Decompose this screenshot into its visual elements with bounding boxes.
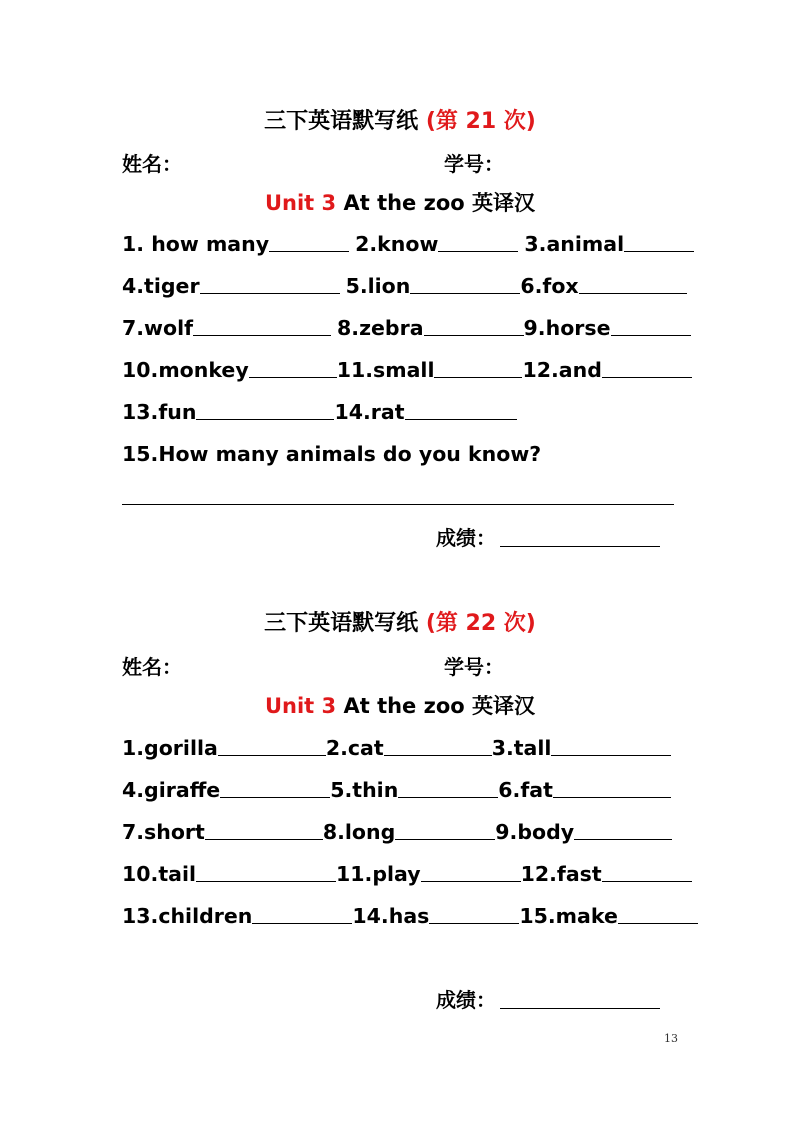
answer-blank[interactable]	[579, 293, 687, 294]
score-blank[interactable]	[500, 1008, 660, 1009]
sheet1-item-14	[334, 400, 516, 424]
sheet2-item-7	[122, 820, 323, 844]
answer-blank[interactable]	[249, 377, 337, 378]
sheet1-name-label: 姓名：	[122, 152, 182, 176]
item-word: 12.and	[522, 358, 602, 382]
item-word: 5.lion	[345, 274, 411, 298]
sheet2-item-15	[519, 904, 698, 928]
sheet2-number-label: 学号：	[444, 655, 504, 679]
answer-blank[interactable]	[398, 797, 498, 798]
item-word: 3.animal	[524, 232, 625, 256]
sheet2-score	[436, 984, 660, 1013]
sheet1-unit-heading	[0, 187, 800, 217]
item-word: 10.tail	[122, 862, 197, 886]
answer-blank[interactable]	[269, 251, 349, 252]
item-word: 14.rat	[334, 400, 405, 424]
item-word: 9.body	[495, 820, 575, 844]
sheet1-item-5	[346, 274, 521, 298]
sheet2-name-label: 姓名：	[122, 655, 182, 679]
item-word: 4.tiger	[122, 274, 200, 298]
item-word: 13.fun	[122, 400, 197, 424]
sheet2-item-10	[122, 862, 336, 886]
answer-blank[interactable]	[624, 251, 694, 252]
sheet1-score	[436, 522, 660, 551]
sheet2-item-8	[323, 820, 495, 844]
item-word: 14.has	[352, 904, 430, 928]
sheet1-item-6	[520, 274, 686, 298]
score-blank[interactable]	[500, 546, 660, 547]
sheet1-question: 15.How many animals do you know?	[122, 442, 542, 466]
sheet1-item-1	[122, 232, 349, 256]
item-word: 10.monkey	[122, 358, 249, 382]
sheet2-row-4	[122, 856, 692, 886]
sheet2-item-11	[336, 862, 521, 886]
sheet2-item-6	[498, 778, 671, 802]
item-word: 12.fast	[520, 862, 602, 886]
sheet2-item-12	[521, 862, 692, 886]
answer-blank[interactable]	[438, 251, 518, 252]
sheet2-score-label: 成绩：	[436, 988, 496, 1012]
item-word: 8.zebra	[337, 316, 424, 340]
sheet1-item-9	[524, 316, 691, 340]
item-word: 3.tall	[491, 736, 552, 760]
item-word: 6.fat	[498, 778, 553, 802]
item-word: 8.long	[322, 820, 396, 844]
sheet2-title-number: (第 22 次)	[425, 611, 536, 636]
answer-blank[interactable]	[553, 797, 671, 798]
answer-blank[interactable]	[252, 923, 352, 924]
sheet1-unit-topic: At the zoo 英译汉	[343, 191, 536, 215]
sheet1-title-number: (第 21 次)	[425, 109, 536, 134]
item-word: 9.horse	[523, 316, 611, 340]
answer-blank[interactable]	[611, 335, 691, 336]
item-word: 13.children	[122, 904, 253, 928]
page-number: 13	[664, 1032, 678, 1045]
sheet1-row-4	[122, 352, 692, 382]
answer-blank[interactable]	[200, 293, 340, 294]
sheet1-item-11	[337, 358, 523, 382]
sheet1-number-label: 学号：	[444, 152, 504, 176]
sheet1-item-13	[122, 400, 334, 424]
answer-blank[interactable]	[384, 755, 492, 756]
sheet1-item-2	[355, 232, 518, 256]
sheet1-unit-label: Unit 3	[264, 191, 337, 215]
sheet1-item-12	[522, 358, 691, 382]
item-word: 5.thin	[330, 778, 399, 802]
answer-blank[interactable]	[196, 419, 334, 420]
sheet2-unit-topic: At the zoo 英译汉	[343, 694, 536, 718]
sheet1-score-label: 成绩：	[436, 526, 496, 550]
sheet1-row-5	[122, 394, 517, 424]
sheet2-item-14	[352, 904, 519, 928]
item-word: 11.small	[336, 358, 435, 382]
sheet1-title-main: 三下英语默写纸	[264, 109, 419, 134]
answer-blank[interactable]	[602, 881, 692, 882]
answer-blank[interactable]	[429, 923, 519, 924]
sheet1-item-7	[122, 316, 331, 340]
item-word: 1.gorilla	[122, 736, 218, 760]
sheet2-item-9	[495, 820, 672, 844]
answer-blank[interactable]	[218, 755, 326, 756]
sheet2-item-5	[330, 778, 498, 802]
item-word: 2.know	[355, 232, 439, 256]
sheet2-unit-heading	[0, 690, 800, 720]
answer-blank[interactable]	[434, 377, 522, 378]
answer-blank[interactable]	[220, 797, 330, 798]
answer-blank[interactable]	[410, 293, 520, 294]
sheet1-row-6	[122, 436, 541, 466]
sheet1-item-8	[337, 316, 524, 340]
sheet2-row-5	[122, 898, 698, 928]
sheet2-title-main: 三下英语默写纸	[264, 611, 419, 636]
answer-blank[interactable]	[551, 755, 671, 756]
answer-blank[interactable]	[424, 335, 524, 336]
answer-blank[interactable]	[196, 881, 336, 882]
sheet1-row-3	[122, 310, 691, 340]
sheet2-item-4	[122, 778, 330, 802]
sheet2-unit-label: Unit 3	[264, 694, 337, 718]
answer-blank[interactable]	[421, 881, 521, 882]
sheet2-row-2	[122, 772, 671, 802]
answer-blank[interactable]	[205, 839, 323, 840]
answer-blank[interactable]	[193, 335, 331, 336]
sheet2-row-3	[122, 814, 672, 844]
sheet1-item-3	[524, 232, 694, 256]
sheet1-row-2	[122, 268, 687, 298]
item-word: 15.make	[519, 904, 618, 928]
sheet2-item-3	[492, 736, 672, 760]
sheet1-item-4	[122, 274, 340, 298]
item-word: 6.fox	[520, 274, 579, 298]
sheet1-answer-line[interactable]	[122, 504, 674, 505]
item-word: 2.cat	[325, 736, 384, 760]
answer-blank[interactable]	[618, 923, 698, 924]
sheet2-item-13	[122, 904, 352, 928]
item-word: 7.short	[122, 820, 205, 844]
sheet1-row-1	[122, 226, 694, 256]
item-word: 11.play	[336, 862, 421, 886]
item-word: 4.giraffe	[122, 778, 221, 802]
sheet2-item-2	[326, 736, 492, 760]
answer-blank[interactable]	[405, 419, 517, 420]
item-word: 1. how many	[122, 232, 270, 256]
sheet1-item-10	[122, 358, 337, 382]
sheet2-item-1	[122, 736, 326, 760]
answer-blank[interactable]	[395, 839, 495, 840]
sheet1-title	[0, 104, 800, 135]
answer-blank[interactable]	[574, 839, 672, 840]
sheet2-title	[0, 606, 800, 637]
item-word: 7.wolf	[122, 316, 194, 340]
answer-blank[interactable]	[602, 377, 692, 378]
sheet2-row-1	[122, 730, 671, 760]
